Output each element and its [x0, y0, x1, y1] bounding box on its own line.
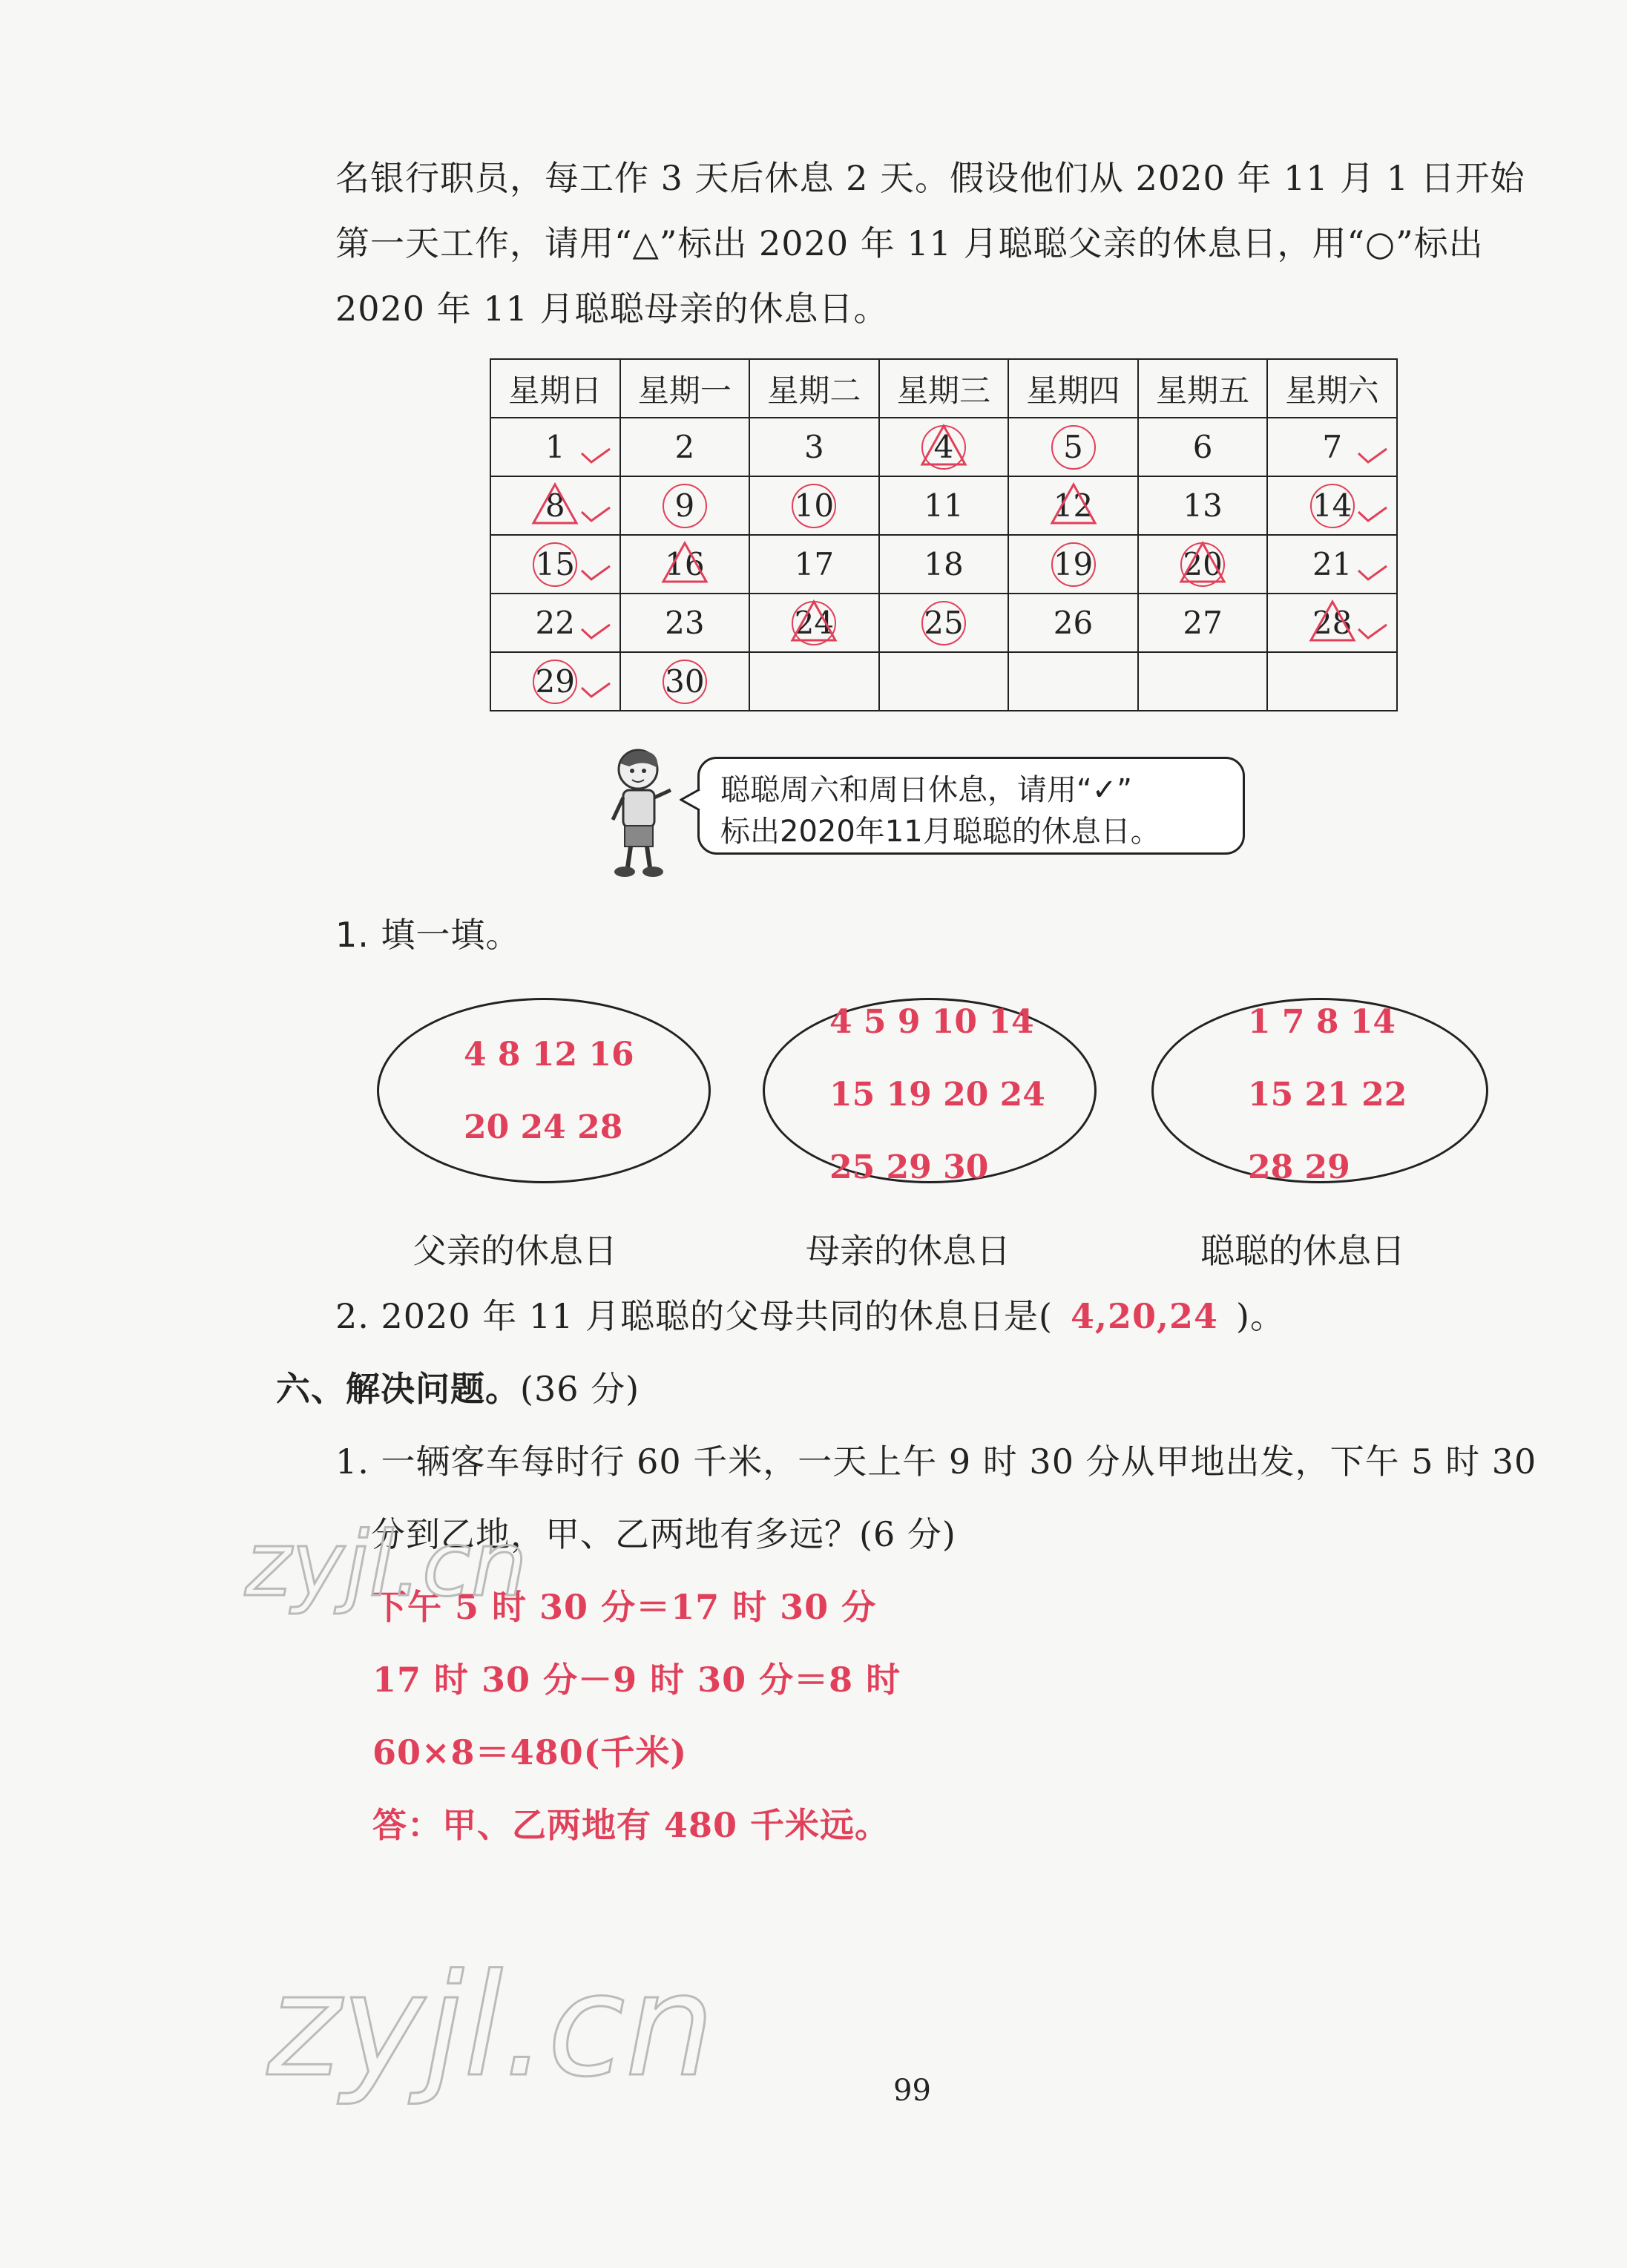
calendar-day-cell	[879, 535, 1009, 594]
calendar-day-cell	[879, 652, 1009, 711]
calendar-day-cell	[749, 418, 879, 476]
calendar-day-cell	[490, 418, 620, 476]
calendar-day-cell	[1008, 418, 1138, 476]
congcong-rest-check-icon	[579, 504, 612, 524]
calendar-table	[490, 358, 1398, 711]
calendar-day-cell	[490, 594, 620, 652]
calendar-day-cell	[1138, 594, 1268, 652]
day-number: 23	[665, 605, 705, 641]
day-number: 18	[924, 546, 964, 582]
calendar-header-row	[490, 359, 1397, 418]
question-2	[335, 1294, 1285, 1338]
calendar-day-cell	[620, 476, 750, 535]
day-number: 22	[535, 605, 575, 641]
question-2-prefix: 2. 2020 年 11 月聪聪的父母共同的休息日是(	[335, 1296, 1053, 1336]
day-number: 1	[545, 429, 565, 465]
day-number: 10	[794, 487, 835, 524]
mother-rest-circle-icon	[921, 601, 966, 645]
day-number: 28	[1312, 605, 1352, 641]
congcong-rest-check-icon	[1356, 504, 1389, 524]
mother-days-row: 25 29 30	[829, 1148, 989, 1186]
calendar-day-cell	[620, 418, 750, 476]
father-rest-triangle-icon	[531, 482, 579, 525]
day-number: 17	[794, 546, 835, 582]
calendar-day-cell	[1138, 652, 1268, 711]
father-rest-triangle-icon	[790, 599, 838, 642]
congcong-days-row: 1 7 8 14	[1248, 1003, 1396, 1041]
weekday-header: 星期六	[1267, 359, 1397, 418]
day-number: 5	[1063, 429, 1083, 465]
day-number: 11	[924, 487, 964, 524]
calendar-day-cell	[1008, 652, 1138, 711]
mother-days-row: 15 19 20 24	[829, 1076, 1045, 1114]
weekday-header: 星期日	[490, 359, 620, 418]
father-rest-triangle-icon	[661, 541, 709, 584]
father-rest-triangle-icon	[1309, 599, 1356, 642]
congcong-rest-check-icon	[1356, 622, 1389, 641]
mother-rest-circle-icon	[533, 542, 577, 587]
father-rest-triangle-icon	[1179, 541, 1226, 584]
calendar-day-cell	[1267, 476, 1397, 535]
father-set-label: 父亲的休息日	[412, 1231, 617, 1271]
bubble-tail-icon	[680, 786, 702, 813]
calendar-week-row	[490, 652, 1397, 711]
day-number: 29	[535, 663, 575, 700]
calendar-day-cell	[620, 594, 750, 652]
calendar-day-cell	[749, 535, 879, 594]
question-1-label: 1. 填一填。	[335, 915, 521, 955]
mother-rest-circle-icon	[533, 660, 577, 704]
calendar-day-cell	[620, 652, 750, 711]
calendar-day-cell	[1138, 476, 1268, 535]
work-line: 17 时 30 分－9 时 30 分＝8 时	[372, 1660, 901, 1700]
mother-rest-circle-icon	[1310, 484, 1355, 528]
calendar-day-cell	[879, 476, 1009, 535]
calendar-day-cell	[1267, 594, 1397, 652]
day-number: 13	[1183, 487, 1223, 524]
father-rest-triangle-icon	[920, 424, 967, 467]
calendar-day-cell	[879, 418, 1009, 476]
calendar-day-cell	[1267, 418, 1397, 476]
weekday-header: 星期二	[749, 359, 879, 418]
father-rest-triangle-icon	[1050, 482, 1097, 525]
calendar-day-cell	[620, 535, 750, 594]
calendar-week-row	[490, 476, 1397, 535]
work-line: 60×8＝480(千米)	[372, 1732, 688, 1772]
congcong-days-row: 15 21 22	[1248, 1076, 1407, 1114]
weekday-header: 星期五	[1138, 359, 1268, 418]
day-number: 12	[1053, 487, 1094, 524]
day-number: 16	[665, 546, 705, 582]
day-number: 24	[794, 605, 835, 641]
intro-line-3: 2020 年 11 月聪聪母亲的休息日。	[335, 289, 889, 329]
day-number: 8	[545, 487, 565, 524]
calendar-day-cell	[1138, 418, 1268, 476]
calendar-week-row	[490, 535, 1397, 594]
mother-set-label: 母亲的休息日	[806, 1231, 1010, 1271]
day-number: 4	[933, 429, 954, 465]
bubble-line-1: 聪聪周六和周日休息，请用“✓”	[720, 773, 1132, 807]
weekday-header: 星期三	[879, 359, 1009, 418]
watermark: zyjl.cn	[267, 1944, 715, 2108]
congcong-rest-check-icon	[579, 622, 612, 641]
calendar-day-cell	[749, 476, 879, 535]
work-line: 答：甲、乙两地有 480 千米远。	[372, 1805, 890, 1845]
calendar-day-cell	[1138, 535, 1268, 594]
day-number: 7	[1322, 429, 1343, 465]
day-number: 14	[1312, 487, 1352, 524]
boy-illustration	[599, 746, 681, 879]
mother-rest-circle-icon	[1051, 542, 1096, 587]
congcong-rest-check-icon	[579, 446, 612, 465]
calendar-day-cell	[490, 535, 620, 594]
problem-1-line-2: 分到乙地，甲、乙两地有多远？(6 分)	[371, 1514, 956, 1554]
intro-line-1: 名银行职员，每工作 3 天后休息 2 天。假设他们从 2020 年 11 月 1 日开始	[335, 158, 1525, 198]
mother-rest-circle-icon	[663, 660, 707, 704]
congcong-rest-check-icon	[579, 563, 612, 582]
speech-bubble	[697, 757, 1245, 855]
day-number: 9	[674, 487, 695, 524]
calendar-day-cell	[1267, 535, 1397, 594]
section-6-heading	[276, 1367, 640, 1411]
day-number: 19	[1053, 546, 1094, 582]
question-2-suffix: )。	[1236, 1296, 1285, 1336]
day-number: 2	[674, 429, 695, 465]
day-number: 26	[1053, 605, 1094, 641]
congcong-rest-check-icon	[1356, 563, 1389, 582]
congcong-rest-check-icon	[579, 680, 612, 700]
day-number: 15	[535, 546, 575, 582]
calendar-day-cell	[490, 476, 620, 535]
question-2-answer: 4,20,24	[1070, 1296, 1219, 1336]
mother-rest-circle-icon	[1051, 425, 1096, 470]
day-number: 25	[924, 605, 964, 641]
calendar-body	[490, 418, 1397, 711]
calendar-day-cell	[490, 652, 620, 711]
day-number: 3	[804, 429, 824, 465]
mother-days-row: 4 5 9 10 14	[829, 1003, 1034, 1041]
calendar-week-row	[490, 418, 1397, 476]
congcong-set-label: 聪聪的休息日	[1200, 1231, 1405, 1271]
calendar-day-cell	[1267, 652, 1397, 711]
father-days-row: 4 8 12 16	[464, 1036, 634, 1074]
weekday-header: 星期一	[620, 359, 750, 418]
problem-1-line-1: 1. 一辆客车每时行 60 千米，一天上午 9 时 30 分从甲地出发，下午 5 时 30	[335, 1442, 1537, 1482]
calendar-day-cell	[879, 594, 1009, 652]
work-line: 下午 5 时 30 分＝17 时 30 分	[372, 1587, 877, 1627]
day-number: 21	[1312, 546, 1352, 582]
intro-line-2: 第一天工作，请用“△”标出 2020 年 11 月聪聪父亲的休息日，用“○”标出	[335, 223, 1484, 263]
bubble-line-2: 标出2020年11月聪聪的休息日。	[720, 815, 1160, 849]
day-number: 30	[665, 663, 705, 700]
congcong-days-row: 28 29	[1248, 1148, 1350, 1186]
mother-rest-circle-icon	[792, 484, 836, 528]
calendar-week-row	[490, 594, 1397, 652]
watermark: zyjl.cn	[245, 1513, 527, 1617]
page-number: 99	[893, 2074, 931, 2108]
calendar-day-cell	[1008, 594, 1138, 652]
section-6-score: (36 分)	[520, 1369, 640, 1409]
mother-rest-circle-icon	[663, 484, 707, 528]
father-days-row: 20 24 28	[464, 1108, 623, 1146]
calendar-day-cell	[1008, 476, 1138, 535]
calendar-day-cell	[749, 594, 879, 652]
day-number: 20	[1183, 546, 1223, 582]
father-set-ellipse	[377, 998, 711, 1183]
calendar-day-cell	[749, 652, 879, 711]
section-6-title: 六、解决问题。	[276, 1369, 520, 1409]
calendar-day-cell	[1008, 535, 1138, 594]
weekday-header: 星期四	[1008, 359, 1138, 418]
congcong-rest-check-icon	[1356, 446, 1389, 465]
day-number: 6	[1192, 429, 1213, 465]
day-number: 27	[1183, 605, 1223, 641]
